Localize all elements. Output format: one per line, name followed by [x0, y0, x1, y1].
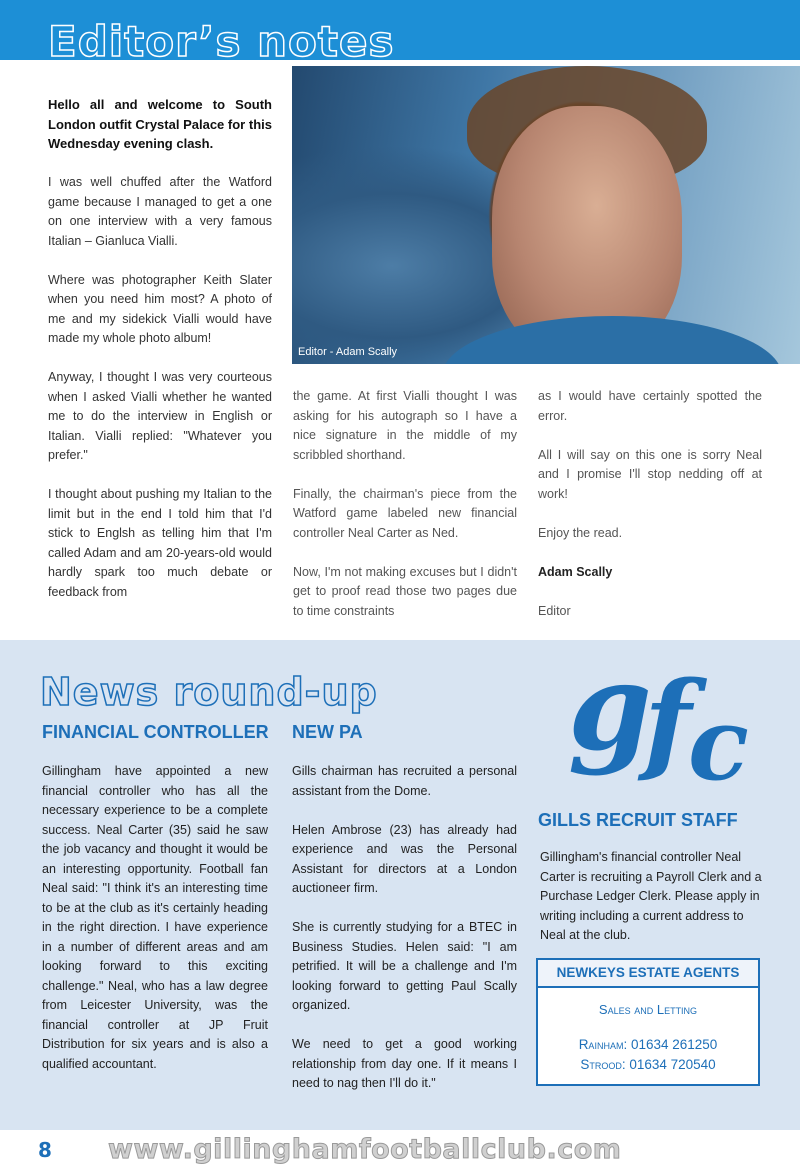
- article-paragraph: Helen Ambrose (23) has already had experience and was the Personal Assistant for directors at a London auctioneer firm.: [292, 822, 517, 895]
- article-paragraph: Gills chairman has recruited a personal assistant from the Dome.: [292, 764, 517, 798]
- footer-url: www.gillinghamfootballclub.com: [108, 1134, 622, 1164]
- editorial-paragraph: Finally, the chairman's piece from the Watford game labeled new financial controller Neal Carter as Ned.: [293, 486, 517, 540]
- page-number: 8: [38, 1138, 52, 1162]
- financial-controller-heading: FINANCIAL CONTROLLER: [42, 722, 269, 742]
- ad-subtitle: Sales and Letting: [598, 1002, 698, 1017]
- news-title: News round-up: [40, 670, 378, 714]
- editorial-paragraph: Now, I'm not making excuses but I didn't get to proof read those two pages due to time constraints: [293, 564, 517, 618]
- editorial-column-1: [48, 95, 272, 622]
- logo-letter-g: g: [568, 637, 652, 778]
- ad-rainham-line: [538, 1035, 758, 1055]
- editorial-paragraph: Where was photographer Keith Slater when you need him most? A photo of me and my sidekick Vialli would have made my whole photo album!: [48, 272, 272, 345]
- article-text: Gillingham have appointed a new financial controller who has all the necessary experience to be a complete success. Neal Carter (35) said he saw the job vacancy and thought it would be an interesting opportunity. Football fan Neal said: "I think it's an interesting time to be at the club as it's certainly heading in the right direction. I have experience in a number of different areas and am looking forward to this exciting challenge." Neal, who has a law degree from Leicester University, was the financial controller at JP Fruit Distribution for six years and is also a qualified accountant.: [42, 764, 268, 1071]
- logo-letter-c: c: [688, 685, 749, 803]
- signature-name: Adam Scally: [538, 564, 613, 579]
- editorial-paragraph: the game. At first Vialli thought I was asking for his autograph so I have a nice signature in the middle of my scribbled shorthand.: [293, 389, 517, 462]
- editorial-column-2: [293, 387, 517, 641]
- ad-strood-line: [538, 1055, 758, 1075]
- ad-title: NEWKEYS ESTATE AGENTS: [538, 960, 758, 988]
- logo-letter-f: f: [644, 657, 692, 786]
- editorial-paragraph: Enjoy the read.: [538, 525, 623, 540]
- ad-strood-label: Strood:: [580, 1057, 626, 1072]
- editorial-paragraph: All I will say on this one is sorry Neal and I promise I'll stop nedding off at work!: [538, 447, 762, 501]
- editorial-paragraph: I thought about pushing my Italian to the limit but in the end I told him that I'd stick to Englsh as telling him that I'm called Adam and am 20-years-old would hardly spark too much debate or feedback from: [48, 487, 272, 599]
- financial-controller-article: [42, 762, 268, 1094]
- editorial-intro: Hello all and welcome to South London outfit Crystal Palace for this Wednesday evening clash.: [48, 97, 272, 151]
- editorial-paragraph: Anyway, I thought I was very courteous when I asked Vialli whether he wanted me to do the interview in English or Italian. Vialli replied: "Whatever you prefer.": [48, 370, 272, 462]
- ad-rainham-phone: 01634 261250: [630, 1037, 718, 1052]
- ad-rainham-label: Rainham:: [578, 1037, 628, 1052]
- editorial-column-3: [538, 387, 762, 641]
- page-title: Editor’s notes: [48, 17, 395, 66]
- article-paragraph: She is currently studying for a BTEC in Business Studies. Helen said: "I am petrified. It will be a challenge and I'm looking forward to getting Paul Scally organized.: [292, 920, 517, 1012]
- article-text: Gillingham's financial controller Neal Carter is recruiting a Payroll Clerk and a Purchase Ledger Clerk. Please apply in writing including a current address to Neal at the club.: [540, 850, 762, 942]
- article-paragraph: We need to get a good working relationship from day one. If it means I need to nag then I'll do it.": [292, 1037, 517, 1090]
- signature-role: Editor: [538, 603, 571, 618]
- editor-photo: [292, 66, 800, 364]
- editorial-paragraph: as I would have certainly spotted the error.: [538, 389, 762, 423]
- photo-shoulder-shape: [442, 316, 782, 364]
- photo-caption: Editor - Adam Scally: [298, 346, 398, 358]
- gills-recruit-article: [540, 848, 764, 965]
- editorial-paragraph: I was well chuffed after the Watford game because I managed to get a one on one interview with a very famous Italian – Gianluca Vialli.: [48, 175, 272, 248]
- gfc-logo: [556, 637, 776, 805]
- estate-agent-ad: [536, 958, 760, 1086]
- ad-strood-phone: 01634 720540: [629, 1057, 716, 1072]
- new-pa-article: [292, 762, 517, 1113]
- new-pa-heading: NEW PA: [292, 722, 363, 742]
- gills-recruit-heading: GILLS RECRUIT STAFF: [538, 810, 738, 830]
